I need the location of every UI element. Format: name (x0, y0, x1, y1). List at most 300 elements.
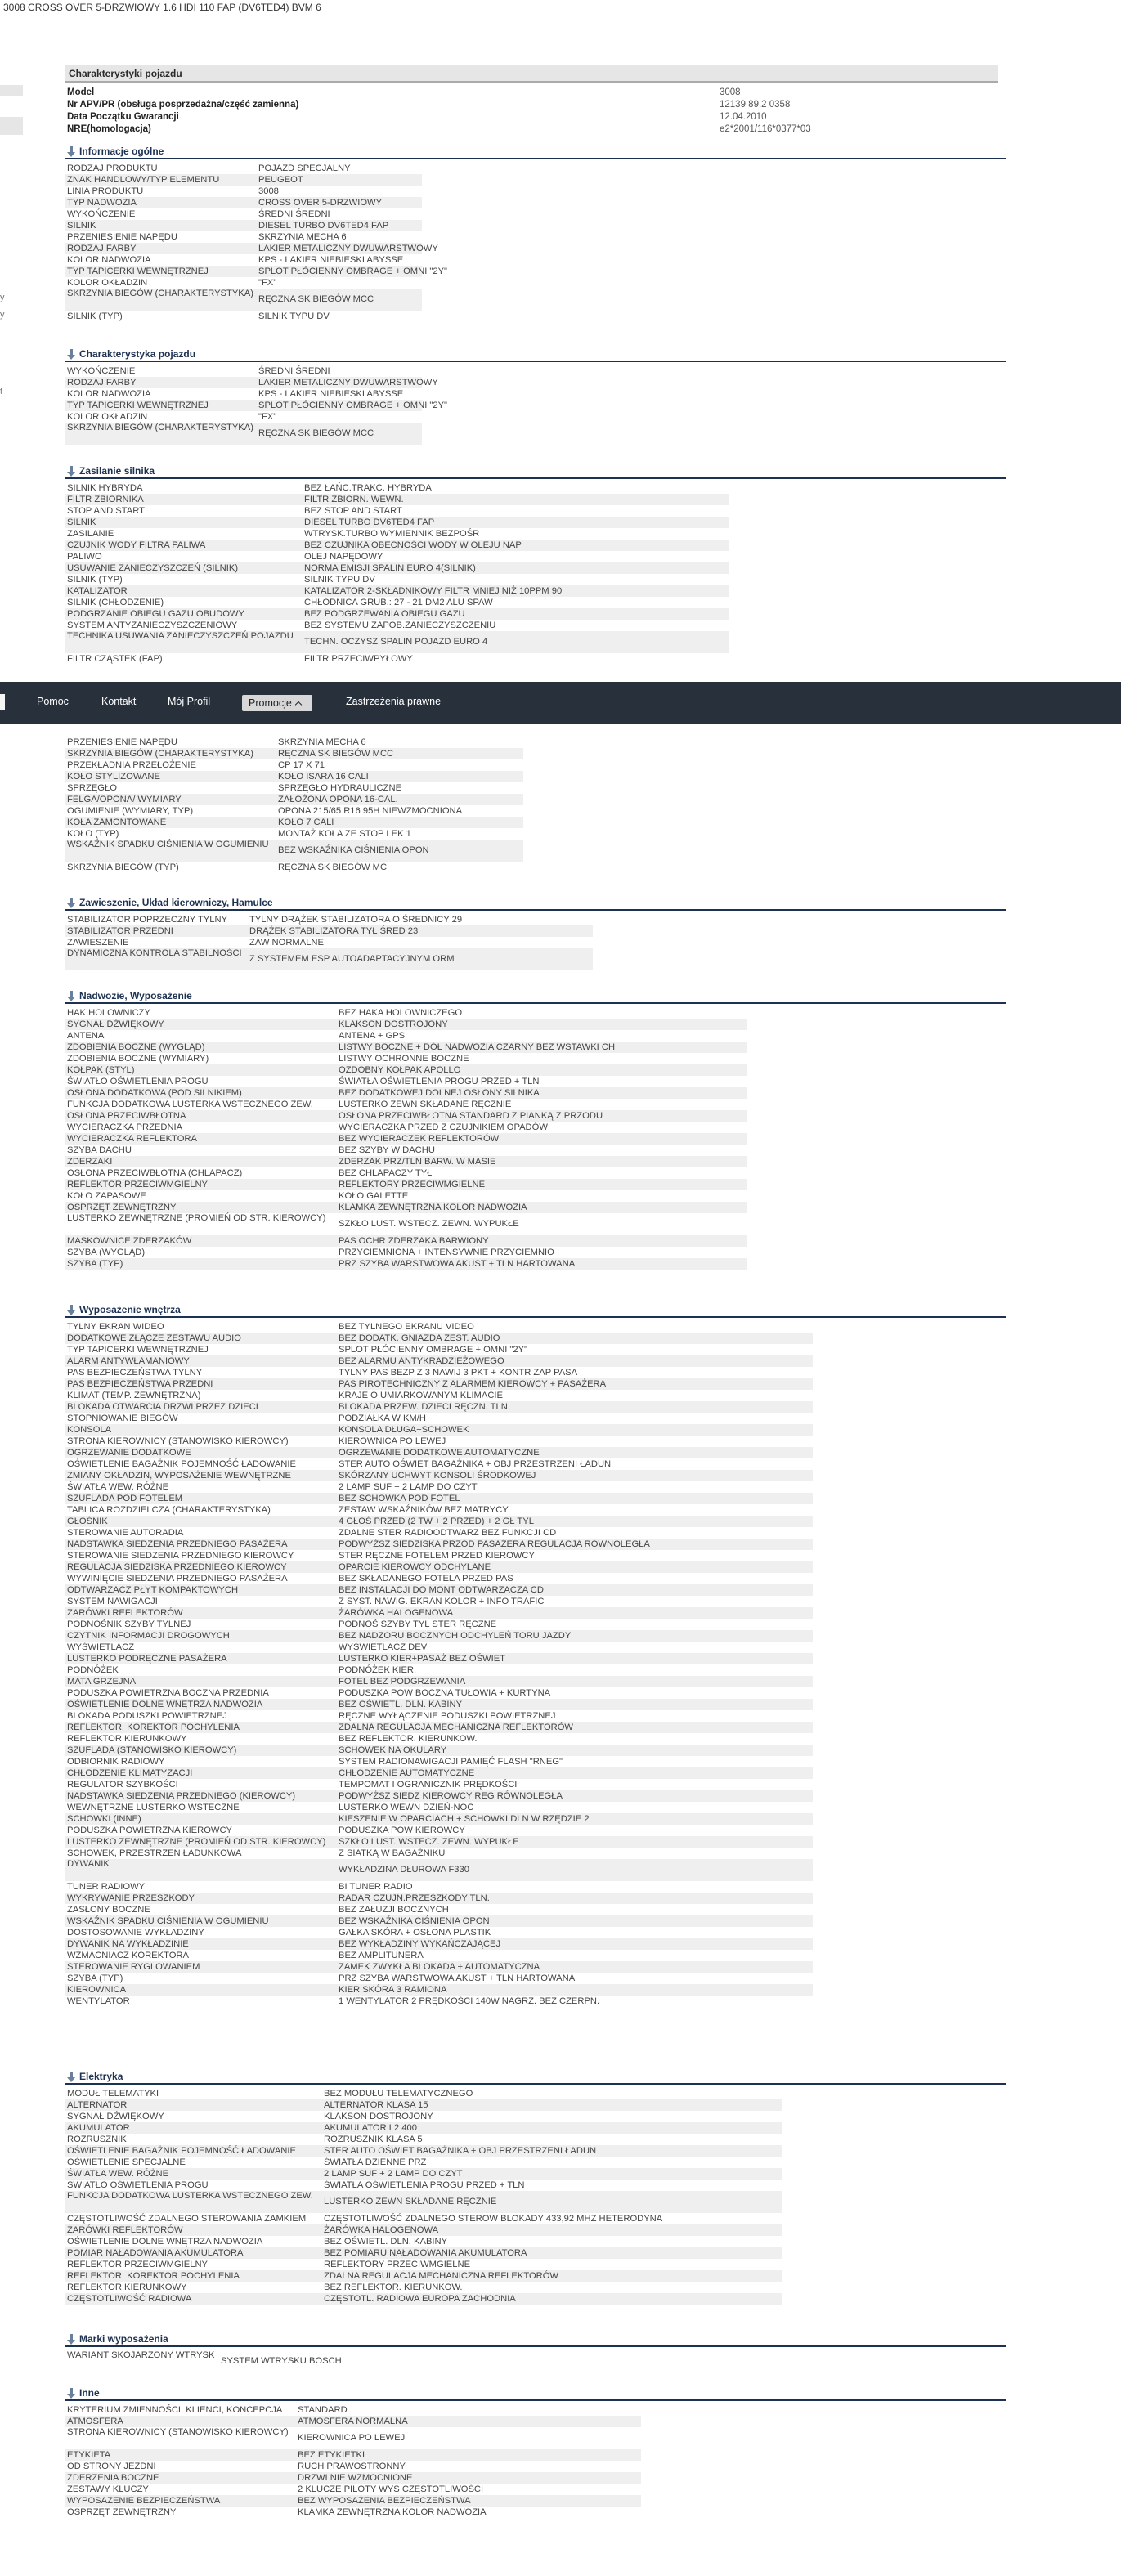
row-label: MATA GRZEJNA (65, 1676, 339, 1687)
row-value: KLAKSON DOSTROJONY (339, 1019, 747, 1030)
section-title[interactable] (65, 2386, 1006, 2401)
row-label: WEWNĘTRZNE LUSTERKO WSTECZNE (67, 1803, 240, 1812)
table-row (65, 2157, 1006, 2168)
row-value: PODWYŻSZ SIEDZISKA PRZÓD PASAŻERA REGULACJA RÓWNOLEGŁA (339, 1539, 813, 1550)
vehicle-row (65, 87, 998, 99)
table-row (65, 2180, 1006, 2191)
row-value: TECHN. OCZYSZ SPALIN POJAZD EURO 4 (304, 631, 729, 653)
table-row (65, 1973, 1006, 1984)
table-row (65, 289, 1006, 311)
table-row (65, 254, 1006, 266)
table-row (65, 1630, 1006, 1642)
row-label: POMIAR NAŁADOWANIA AKUMULATORA (65, 2247, 324, 2259)
row-value: ZAMEK ZWYKŁA BLOKADA + AUTOMATYCZNA (339, 1961, 813, 1973)
row-label: ODTWARZACZ PŁYT KOMPAKTOWYCH (65, 1584, 339, 1596)
row-label: SZYBA (TYP) (67, 1973, 123, 1983)
table-row (65, 2404, 1006, 2416)
row-label: PAS BEZPIECZEŃSTWA TYLNY (67, 1368, 203, 1378)
row-label: STRONA KIEROWNICY (STANOWISKO KIEROWCY) (67, 1436, 289, 1446)
section-title-text: Elektryka (79, 2071, 123, 2082)
section-title[interactable] (65, 896, 1006, 911)
vehicle-key: Data Początku Gwarancji (67, 112, 179, 122)
table-row (65, 1733, 1006, 1745)
row-value: BEZ CHLAPACZY TYŁ (339, 1168, 433, 1178)
row-value: LAKIER METALICZNY DWUWARSTWOWY (258, 244, 438, 253)
row-label: ROZRUSZNIK (67, 2135, 127, 2144)
row-label: BLOKADA PODUSZKI POWIETRZNEJ (67, 1711, 227, 1721)
row-value: ŻARÓWKA HALOGENOWA (339, 1607, 813, 1619)
table-row (65, 163, 1006, 174)
row-label: HAK HOLOWNICZY (67, 1008, 150, 1018)
table-row (65, 1642, 1006, 1653)
table-row (65, 1607, 1006, 1619)
table-row (65, 1710, 1006, 1722)
table-row (65, 1653, 1006, 1664)
table-row (65, 365, 1006, 377)
table-row (65, 1961, 1006, 1973)
row-value: KOŁO ISARA 16 CALI (278, 771, 523, 782)
section-interior-equipment (65, 1303, 1006, 2007)
row-label: OSŁONA PRZECIWBŁOTNA (CHLAPACZ) (67, 1168, 243, 1178)
table-row (65, 1950, 1006, 1961)
row-value: ZAŁOŻONA OPONA 16-CAL. (278, 794, 523, 805)
table-row (65, 1767, 1006, 1779)
table-row (65, 828, 1006, 840)
left-panel-strip (0, 85, 23, 96)
table-row (65, 1550, 1006, 1561)
table-row (65, 1881, 1006, 1893)
table-row (65, 1247, 1006, 1258)
section-title-text: Nadwozie, Wyposażenie (79, 990, 192, 1001)
table-row (65, 2236, 1006, 2247)
row-value: ŚWIATŁA OŚWIETLENIA PROGU PRZED + TLN (324, 2180, 525, 2190)
section-engine-supply (65, 464, 1006, 665)
table-row (65, 1619, 1006, 1630)
table-row (65, 1676, 1006, 1687)
row-value: KOŁO 7 CALI (278, 817, 523, 828)
row-value: 4 GŁOŚ PRZED (2 TW + 2 PRZED) + 2 GŁ TYL (339, 1516, 813, 1527)
row-label: WSKAŹNIK SPADKU CIŚNIENIA W OGUMIENIU (65, 1915, 339, 1927)
row-label: STEROWANIE RYGLOWANIEM (65, 1961, 339, 1973)
page-title: 3008 CROSS OVER 5-DRZWIOWY 1.6 HDI 110 FAP (DV6TED4) BVM 6 (3, 2, 321, 13)
row-value: PODNÓŻEK KIER. (339, 1665, 417, 1675)
row-value: RĘCZNA SK BIEGÓW MCC (278, 748, 523, 759)
row-value: TYLNY PAS BEZP Z 3 NAWIJ 3 PKT + KONTR ZAP PASA (339, 1368, 578, 1378)
vehicle-row (65, 111, 998, 123)
row-label: LINIA PRODUKTU (67, 186, 144, 196)
row-label: AKUMULATOR (65, 2122, 324, 2134)
row-label: OŚWIETLENIE DOLNE WNĘTRZA NADWOZIA (65, 1699, 339, 1710)
arrow-down-icon (65, 2333, 77, 2345)
table-row (65, 1145, 1006, 1156)
row-value: BEZ ŁAŃC.TRAKC. HYBRYDA (304, 483, 432, 493)
row-label: OGUMIENIE (WYMIARY, TYP) (67, 806, 194, 816)
row-label: PODGRZANIE OBIEGU GAZU OBUDOWY (65, 608, 304, 620)
section-title-text: Zawieszenie, Układ kierowniczy, Hamulce (79, 897, 273, 908)
table-row (65, 1133, 1006, 1145)
row-value: ZAW NORMALNE (249, 938, 324, 948)
table-row (65, 1110, 1006, 1122)
row-value: GAŁKA SKÓRA + OSŁONA PLASTIK (339, 1928, 491, 1938)
row-label: PODUSZKA POWIETRZNA BOCZNA PRZEDNIA (67, 1688, 269, 1698)
table-row (65, 748, 1006, 759)
row-value: PRZ SZYBA WARSTWOWA AKUST + TLN HARTOWANA (339, 1258, 747, 1270)
row-label: KRYTERIUM ZMIENNOŚCI, KLIENCI, KONCEPCJA (67, 2405, 283, 2415)
row-label: RODZAJ PRODUKTU (67, 164, 158, 173)
row-value: RUCH PRAWOSTRONNY (298, 2462, 406, 2471)
row-value: STER AUTO OŚWIET BAGAŻNIKA + OBJ PRZESTRZENI ŁADUN (324, 2145, 782, 2157)
row-label: STOP AND START (67, 506, 145, 516)
row-label: KIEROWNICA (65, 1984, 339, 1996)
row-label: OD STRONY JEZDNI (67, 2462, 156, 2471)
row-label: TYP TAPICERKI WEWNĘTRZNEJ (65, 400, 258, 411)
row-label: REGULACJA SIEDZISKA PRZEDNIEGO KIEROWCY (65, 1561, 339, 1573)
vehicle-value: 12.04.2010 (720, 112, 767, 122)
table-row (65, 1848, 1006, 1859)
row-value: OLEJ NAPĘDOWY (304, 552, 383, 562)
row-value: POJAZD SPECJALNY (258, 164, 351, 173)
row-value: SILNIK TYPU DV (258, 311, 330, 321)
row-value: CZĘSTOTL. RADIOWA EUROPA ZACHODNIA (324, 2293, 782, 2305)
row-value: PRZ SZYBA WARSTWOWA AKUST + TLN HARTOWANA (339, 1973, 576, 1983)
table-row (65, 482, 1006, 494)
row-label: ŻARÓWKI REFLEKTORÓW (65, 2224, 324, 2236)
table-row (65, 1202, 1006, 1213)
table-row (65, 277, 1006, 289)
row-value: BEZ WSKAŹNIKA CIŚNIENIA OPON (339, 1915, 813, 1927)
row-label: WYWINIĘCIE SIEDZENIA PRZEDNIEGO PASAŻERA (67, 1574, 288, 1584)
row-label: SZYBA (TYP) (65, 1258, 339, 1270)
table-row (65, 1699, 1006, 1710)
arrow-down-icon (65, 465, 77, 477)
table-row (65, 1516, 1006, 1527)
row-value: SYSTEM RADIONAWIGACJI PAMIĘĆ FLASH "RNEG" (339, 1757, 563, 1767)
row-label: DYWANIK NA WYKŁADZINIE (65, 1938, 339, 1950)
table-row (65, 400, 1006, 411)
table-row (65, 1447, 1006, 1458)
row-label: ŚWIATŁO OŚWIETLENIA PROGU (67, 1077, 209, 1086)
table-row (65, 1344, 1006, 1355)
table-row (65, 2111, 1006, 2122)
row-label: KOLOR NADWOZIA (67, 255, 151, 265)
section-title[interactable] (65, 464, 1006, 479)
row-label: LUSTERKO ZEWNĘTRZNE (PROMIEŃ OD STR. KIEROWCY) (67, 1213, 326, 1223)
row-value: SPLOT PŁÓCIENNY OMBRAGE + OMNI "2Y" (258, 267, 448, 276)
row-label: DYWANIK (65, 1859, 339, 1881)
row-label: ALTERNATOR (65, 2099, 324, 2111)
row-value: BEZ ETYKIETKI (298, 2449, 641, 2461)
table-row (65, 311, 1006, 322)
row-label: SILNIK (TYP) (67, 311, 123, 321)
table-row (65, 1825, 1006, 1836)
section-title-text: Zasilanie silnika (79, 465, 155, 477)
row-value: WYCIERACZKA PRZED Z CZUJNIKIEM OPADÓW (339, 1122, 548, 1132)
table-row (65, 1378, 1006, 1390)
table-row (65, 2350, 1006, 2372)
table-row (65, 528, 1006, 540)
row-label: STRONA KIEROWNICY (STANOWISKO KIEROWCY) (67, 2427, 289, 2437)
row-value: OGRZEWANIE DODATKOWE AUTOMATYCZNE (339, 1447, 813, 1458)
table-row (65, 1424, 1006, 1436)
table-row (65, 1802, 1006, 1813)
row-label: WYKOŃCZENIE (67, 366, 136, 376)
arrow-down-icon (65, 2387, 77, 2399)
row-label: GŁOŚNIK (65, 1516, 339, 1527)
row-value: SKRZYNIA MECHA 6 (278, 737, 366, 747)
row-label: REGULATOR SZYBKOŚCI (67, 1780, 178, 1790)
chevron-up-icon (295, 701, 302, 708)
row-label: DOSTOSOWANIE WYKŁADZINY (67, 1928, 204, 1938)
left-panel-fragment: t (0, 387, 3, 396)
table-row (65, 494, 1006, 505)
table-row (65, 1664, 1006, 1676)
row-label: REFLEKTOR PRZECIWMGIELNY (65, 1179, 339, 1190)
table-row (65, 208, 1006, 220)
table-row (65, 1019, 1006, 1030)
row-value: BEZ INSTALACJI DO MONT ODTWARZACZA CD (339, 1584, 813, 1596)
bottom-navigation-bar (0, 682, 1121, 724)
row-value: BEZ WYKŁADZINY WYKAŃCZAJĄCEJ (339, 1938, 813, 1950)
table-row (65, 1053, 1006, 1064)
row-value: BEZ ZAŁUZJI BOCZNYCH (339, 1905, 449, 1915)
vehicle-key: Model (67, 87, 95, 97)
row-value: "FX" (258, 278, 277, 288)
table-row (65, 2484, 1006, 2495)
row-value: Z SYST. NAWIG. EKRAN KOLOR + INFO TRAFIC (339, 1597, 545, 1606)
left-panel-fragment: y (0, 310, 5, 320)
row-label: OSPRZĘT ZEWNĘTRZNY (65, 1202, 339, 1213)
section-equipment-brands (65, 2332, 1006, 2372)
table-row (65, 1927, 1006, 1938)
row-value: CROSS OVER 5-DRZWIOWY (258, 197, 422, 208)
row-label: FUNKCJA DODATKOWA LUSTERKA WSTECZNEGO ZEW. (67, 1100, 313, 1109)
table-row (65, 1167, 1006, 1179)
row-label: LUSTERKO ZEWNĘTRZNE (PROMIEŃ OD STR. KIEROWCY) (65, 1836, 339, 1848)
table-row (65, 2495, 1006, 2507)
table-row (65, 585, 1006, 597)
row-value: BEZ STOP AND START (304, 506, 402, 516)
row-value: BEZ DODATK. GNIAZDA ZEST. AUDIO (339, 1333, 813, 1344)
row-value: STER AUTO OŚWIET BAGAŻNIKA + OBJ PRZESTRZENI ŁADUN (339, 1459, 612, 1469)
table-row (65, 1355, 1006, 1367)
table-row (65, 1790, 1006, 1802)
row-label: MODUŁ TELEMATYKI (67, 2089, 159, 2099)
table-row (65, 737, 1006, 748)
row-value: 2 KLUCZE PILOTY WYS CZĘSTOTLIWOŚCI (298, 2484, 484, 2494)
row-label: FILTR ZBIORNIKA (65, 494, 304, 505)
section-title[interactable] (65, 2070, 1006, 2085)
section-title[interactable] (65, 2332, 1006, 2347)
table-row (65, 2224, 1006, 2236)
row-label: DYNAMICZNA KONTROLA STABILNOŚCI (65, 948, 249, 970)
row-label: BLOKADA OTWARCIA DRZWI PRZEZ DZIECI (65, 1401, 339, 1413)
row-label: ZDERZENIA BOCZNE (65, 2472, 298, 2484)
row-value: BEZ OŚWIETL. DLN. KABINY (339, 1699, 813, 1710)
nav-promotions-button[interactable] (242, 695, 312, 711)
row-value: LAKIER METALICZNY DWUWARSTWOWY (258, 378, 438, 388)
row-label: SYGNAŁ DŹWIĘKOWY (65, 1019, 339, 1030)
section-title[interactable] (65, 1303, 1006, 1318)
row-label: KOŁO (TYP) (67, 829, 119, 839)
row-value: BLOKADA PRZEW. DZIECI RĘCZN. TLN. (339, 1401, 813, 1413)
table-row (65, 2472, 1006, 2484)
row-value: ZESTAW WSKAŹNIKÓW BEZ MATRYCY (339, 1505, 509, 1515)
row-value: LUSTERKO ZEWN SKŁADANE RĘCZNIE (324, 2191, 782, 2213)
row-value: ZDERZAK PRZ/TLN BARW. W MASIE (339, 1156, 747, 1167)
row-label: KOŁO ZAPASOWE (67, 1191, 146, 1201)
table-row (65, 1687, 1006, 1699)
row-label: LUSTERKO PODRĘCZNE PASAŻERA (65, 1653, 339, 1664)
table-row (65, 608, 1006, 620)
row-value: FILTR PRZECIWPYŁOWY (304, 654, 413, 664)
row-value: BEZ WYPOSAŻENIA BEZPIECZEŃSTWA (298, 2495, 641, 2507)
row-label: OŚWIETLENIE SPECJALNE (67, 2157, 186, 2167)
row-label: OSPRZĘT ZEWNĘTRZNY (67, 2507, 177, 2517)
section-title-text: Informacje ogólne (79, 146, 164, 157)
row-label: PRZEKŁADNIA PRZEŁOŻENIE (67, 760, 196, 770)
row-label: STABILIZATOR POPRZECZNY TYLNY (67, 915, 228, 925)
row-value: KPS - LAKIER NIEBIESKI ABYSSE (258, 255, 404, 265)
vehicle-key: NRE(homologacja) (67, 124, 151, 134)
nav-profile-link[interactable]: Mój Profil (168, 696, 211, 707)
vehicle-header: Charakterystyki pojazdu (65, 65, 998, 83)
table-row (65, 1996, 1006, 2007)
row-value: BEZ REFLEKTOR. KIERUNKOW. (324, 2283, 463, 2292)
table-row (65, 1122, 1006, 1133)
row-value: LISTWY BOCZNE + DÓŁ NADWOZIA CZARNY BEZ WSTAWKI CH (339, 1042, 747, 1053)
row-value: BEZ SCHOWKA POD FOTEL (339, 1493, 813, 1504)
row-label: DODATKOWE ZŁĄCZE ZESTAWU AUDIO (65, 1333, 339, 1344)
table-row (65, 243, 1006, 254)
table-row (65, 1413, 1006, 1424)
row-label: PRZENIESIENIE NAPĘDU (67, 232, 177, 242)
table-row (65, 266, 1006, 277)
table-row (65, 794, 1006, 805)
table-row (65, 1915, 1006, 1927)
row-value: BEZ SKŁADANEGO FOTELA PRZED PAS (339, 1574, 513, 1584)
section-title[interactable] (65, 347, 1006, 362)
row-value: KRAJE O UMIARKOWANYM KLIMACIE (339, 1391, 503, 1400)
row-label: ZASILANIE (67, 529, 114, 539)
nav-help-link[interactable]: Pomoc (37, 696, 69, 707)
table-row (65, 1156, 1006, 1167)
table-row (65, 2099, 1006, 2111)
row-value: BEZ PODGRZEWANIA OBIEGU GAZU (304, 608, 729, 620)
row-value: KOŁO GALETTE (339, 1191, 409, 1201)
table-row (65, 2449, 1006, 2461)
row-value: ŚWIATŁA DZIENNE PRZ (324, 2157, 427, 2167)
row-label: PAS BEZPIECZEŃSTWA PRZEDNI (65, 1378, 339, 1390)
table-row (65, 2270, 1006, 2282)
section-title[interactable] (65, 989, 1006, 1004)
row-label: STOPNIOWANIE BIEGÓW (67, 1413, 178, 1423)
row-label: WYKRYWANIE PRZESZKODY (65, 1893, 339, 1904)
table-row (65, 1321, 1006, 1333)
table-row (65, 1722, 1006, 1733)
table-row (65, 840, 1006, 862)
row-value: WYKŁADZINA DŁUROWA F330 (339, 1859, 813, 1881)
row-label: CZUJNIK WODY FILTRA PALIWA (65, 540, 304, 551)
row-value: 2 LAMP SUF + 2 LAMP DO CZYT (324, 2168, 782, 2180)
row-value: STER RĘCZNE FOTELEM PRZED KIEROWCY (339, 1551, 535, 1561)
table-row (65, 1893, 1006, 1904)
section-body-equipment (65, 989, 1006, 1270)
row-value: BEZ AMPLITUNERA (339, 1951, 424, 1960)
section-title[interactable] (65, 145, 1006, 159)
arrow-down-icon (65, 990, 77, 1001)
row-label: ZDERZAKI (65, 1156, 339, 1167)
row-label: PODNÓŻEK (67, 1665, 119, 1675)
table-row (65, 914, 1006, 925)
nav-legal-link[interactable]: Zastrzeżenia prawne (346, 696, 442, 707)
row-value: TEMPOMAT I OGRANICZNIK PRĘDKOŚCI (339, 1780, 518, 1790)
row-value: RĘCZNA SK BIEGÓW MCC (258, 289, 422, 311)
table-row (65, 1596, 1006, 1607)
row-value: ROZRUSZNIK KLASA 5 (324, 2135, 423, 2144)
table-row (65, 631, 1006, 653)
table-row (65, 1904, 1006, 1915)
nav-edge-button[interactable] (0, 694, 5, 710)
row-label: RODZAJ FARBY (65, 243, 258, 254)
row-label: ŚWIATŁA WEW. RÓŻNE (67, 1482, 169, 1492)
row-label: ŚWIATŁO OŚWIETLENIA PROGU (67, 2180, 209, 2190)
row-label: WYPOSAŻENIE BEZPIECZEŃSTWA (65, 2495, 298, 2507)
table-row (65, 2247, 1006, 2259)
table-row (65, 1836, 1006, 1848)
row-value: BEZ DODATKOWEJ DOLNEJ OSŁONY SILNIKA (339, 1087, 747, 1099)
nav-contact-link[interactable]: Kontakt (101, 696, 137, 707)
table-row (65, 1527, 1006, 1539)
row-label: WYCIERACZKA PRZEDNIA (67, 1122, 183, 1132)
vehicle-value: 12139 89.2 0358 (720, 100, 791, 110)
row-label: CZĘSTOTLIWOŚĆ ZDALNEGO STEROWANIA ZAMKIEM (67, 2214, 307, 2224)
row-label: ZESTAWY KLUCZY (67, 2484, 149, 2494)
row-label: PALIWO (67, 552, 102, 562)
table-row (65, 517, 1006, 528)
row-label: FELGA/OPONA/ WYMIARY (65, 794, 278, 805)
row-value: BEZ NADZORU BOCZNYCH ODCHYLEŃ TORU JAZDY (339, 1630, 813, 1642)
table-row (65, 2134, 1006, 2145)
row-value: CHŁODZENIE AUTOMATYCZNE (339, 1767, 813, 1779)
row-value: NORMA EMISJI SPALIN EURO 4(SILNIK) (304, 562, 729, 574)
row-value: ŚREDNI ŚREDNI (258, 366, 330, 376)
table-row (65, 771, 1006, 782)
vehicle-value: e2*2001/116*0377*03 (720, 124, 811, 134)
table-row (65, 1745, 1006, 1756)
row-value: ZDALNA REGULACJA MECHANICZNA REFLEKTORÓW (324, 2270, 782, 2282)
row-label: OŚWIETLENIE BAGAŻNIK POJEMNOŚĆ ŁADOWANIE (65, 2145, 324, 2157)
row-label: KOŁA ZAMONTOWANE (65, 817, 278, 828)
table-row (65, 759, 1006, 771)
row-value: STANDARD (298, 2405, 348, 2415)
table-row (65, 186, 1006, 197)
table-row (65, 1064, 1006, 1076)
row-label: TYLNY EKRAN WIDEO (67, 1322, 164, 1332)
row-label: SKRZYNIA BIEGÓW (TYP) (67, 862, 179, 872)
table-row (65, 174, 1006, 186)
table-row (65, 1984, 1006, 1996)
row-value: BEZ HAKA HOLOWNICZEGO (339, 1008, 463, 1018)
row-value: KPS - LAKIER NIEBIESKI ABYSSE (258, 389, 404, 399)
vehicle-key: Nr APV/PR (obsługa posprzedażna/część zamienna) (67, 100, 299, 110)
row-label: MASKOWNICE ZDERZAKÓW (65, 1235, 339, 1247)
row-label: FILTR CZĄSTEK (FAP) (67, 654, 163, 664)
row-label: FUNKCJA DODATKOWA LUSTERKA WSTECZNEGO ZEW. (65, 2191, 324, 2213)
table-row (65, 1539, 1006, 1550)
row-label: CZYTNIK INFORMACJI DROGOWYCH (65, 1630, 339, 1642)
row-label: SZUFLADA POD FOTELEM (65, 1493, 339, 1504)
table-row (65, 1390, 1006, 1401)
